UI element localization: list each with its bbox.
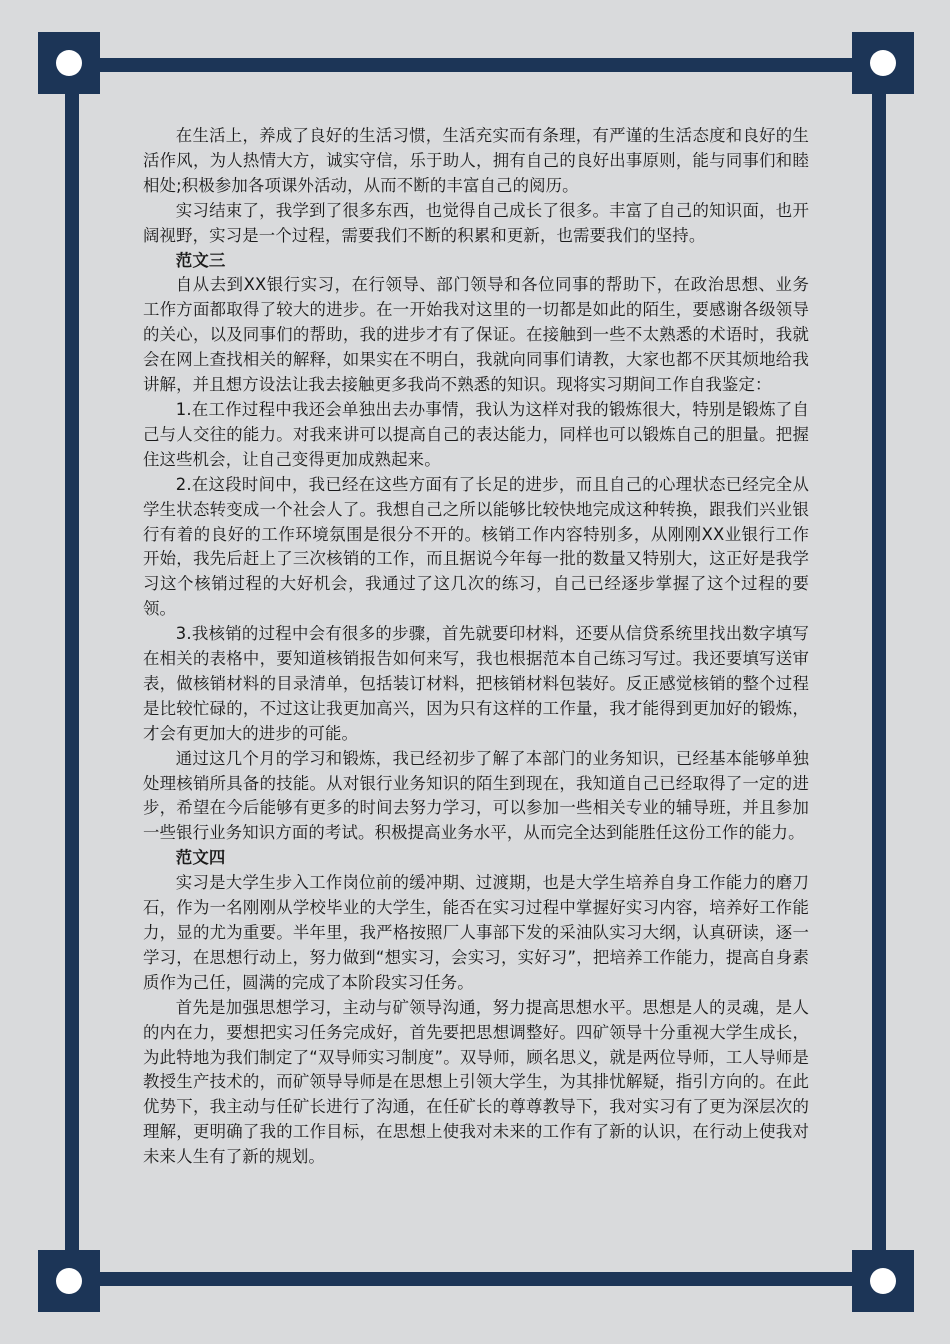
paragraph: 首先是加强思想学习，主动与矿领导沟通，努力提高思想水平。思想是人的灵魂，是人的内在力，要想把实习任务完成好，首先要把思想调整好。四矿领导十分重视大学生成长，为此特地为我们制定了“双导师实习制度”。双导师，顾名思义，就是两位导师，工人导师是教授生产技术的，而矿领导导师是在思想上引领大学生，为其排忧解疑，指引方向的。在此优势下，我主动与任矿长进行了沟通，在任矿长的尊尊教导下，我对实习有了更为深层次的理解，更明确了我的工作目标，在思想上使我对未来的工作有了新的认识，在行动上使我对未来人生有了新的规划。 <box>143 997 809 1167</box>
frame-top-bar <box>38 58 912 72</box>
frame-corner-bottom-left <box>38 1250 100 1312</box>
paragraph: 3.我核销的过程中会有很多的步骤，首先就要印材料，还要从信贷系统里找出数字填写在相关的表格中，要知道核销报告如何来写，我也根据范本自己练习写过。我还要填写送审表，做核销材料的目录清单，包括装订材料，把核销材料包装好。反正感觉核销的整个过程是比较忙碌的，不过这让我更加高兴，因为只有这样的工作量，我才能得到更加好的锻炼，才会有更加大的进步的可能。 <box>143 624 809 743</box>
paragraph: 1.在工作过程中我还会单独出去办事情，我认为这样对我的锻炼很大，特别是锻炼了自己与人交往的能力。对我来讲可以提高自己的表达能力，同样也可以锻炼自己的胆量。把握住这些机会，让自己变得更加成熟起来。 <box>143 399 809 469</box>
frame-right-bar <box>872 32 886 1312</box>
article-body <box>143 124 809 1170</box>
circle-icon <box>56 50 82 76</box>
paragraph: 实习结束了，我学到了很多东西，也觉得自己成长了很多。丰富了自己的知识面，也开阔视野，实习是一个过程，需要我们不断的积累和更新，也需要我们的坚持。 <box>143 200 809 245</box>
circle-icon <box>870 50 896 76</box>
paragraph: 在生活上，养成了良好的生活习惯，生活充实而有条理，有严谨的生活态度和良好的生活作风，为人热情大方，诚实守信，乐于助人，拥有自己的良好出事原则，能与同事们和睦相处;积极参加各项课外活动，从而不断的丰富自己的阅历。 <box>143 126 809 195</box>
frame-corner-top-left <box>38 32 100 94</box>
paragraph: 实习是大学生步入工作岗位前的缓冲期、过渡期，也是大学生培养自身工作能力的磨刀石，作为一名刚刚从学校毕业的大学生，能否在实习过程中掌握好实习内容，培养好工作能力，显的尤为重要。半年里，我严格按照厂人事部下发的采油队实习大纲，认真研读，逐一学习，在思想行动上，努力做到“想实习，会实习，实好习”，把培养工作能力，提高自身素质作为己任，圆满的完成了本阶段实习任务。 <box>143 873 809 992</box>
frame-left-bar <box>65 32 79 1312</box>
circle-icon <box>870 1268 896 1294</box>
paragraph: 通过这几个月的学习和锻炼，我已经初步了解了本部门的业务知识，已经基本能够单独处理核销所具备的技能。从对银行业务知识的陌生到现在，我知道自己已经取得了一定的进步，希望在今后能够有更多的时间去努力学习，可以参加一些相关专业的辅导班，并且参加一些银行业务知识方面的考试。积极提高业务水平，从而完全达到能胜任这份工作的能力。 <box>143 748 809 843</box>
section-heading: 范文三 <box>175 250 226 270</box>
paragraph: 自从去到XX银行实习，在行领导、部门领导和各位同事的帮助下，在政治思想、业务工作方面都取得了较大的进步。在一开始我对这里的一切都是如此的陌生，要感谢各级领导的关心，以及同事们的帮助，我的进步才有了保证。在接触到一些不太熟悉的术语时，我就会在网上查找相关的解释，如果实在不明白，我就向同事们请教，大家也都不厌其烦地给我讲解，并且想方设法让我去接触更多我尚不熟悉的知识。现将实习期间工作自我鉴定： <box>143 275 809 395</box>
frame-corner-bottom-right <box>852 1250 914 1312</box>
section-heading: 范文四 <box>175 848 226 868</box>
frame-corner-top-right <box>852 32 914 94</box>
paragraph: 2.在这段时间中，我已经在这些方面有了长足的进步，而且自己的心理状态已经完全从学生状态转变成一个社会人了。我想自己之所以能够比较快地完成这种转换，跟我们兴业银行有着的良好的工作环境氛围是很分不开的。核销工作内容特别多，从刚刚XX业银行工作开始，我先后赶上了三次核销的工作，而且据说今年每一批的数量又特别大，这正好是我学习这个核销过程的大好机会，我通过了这几次的练习，自己已经逐步掌握了这个过程的要领。 <box>143 474 809 619</box>
frame-bottom-bar <box>38 1272 912 1286</box>
circle-icon <box>56 1268 82 1294</box>
